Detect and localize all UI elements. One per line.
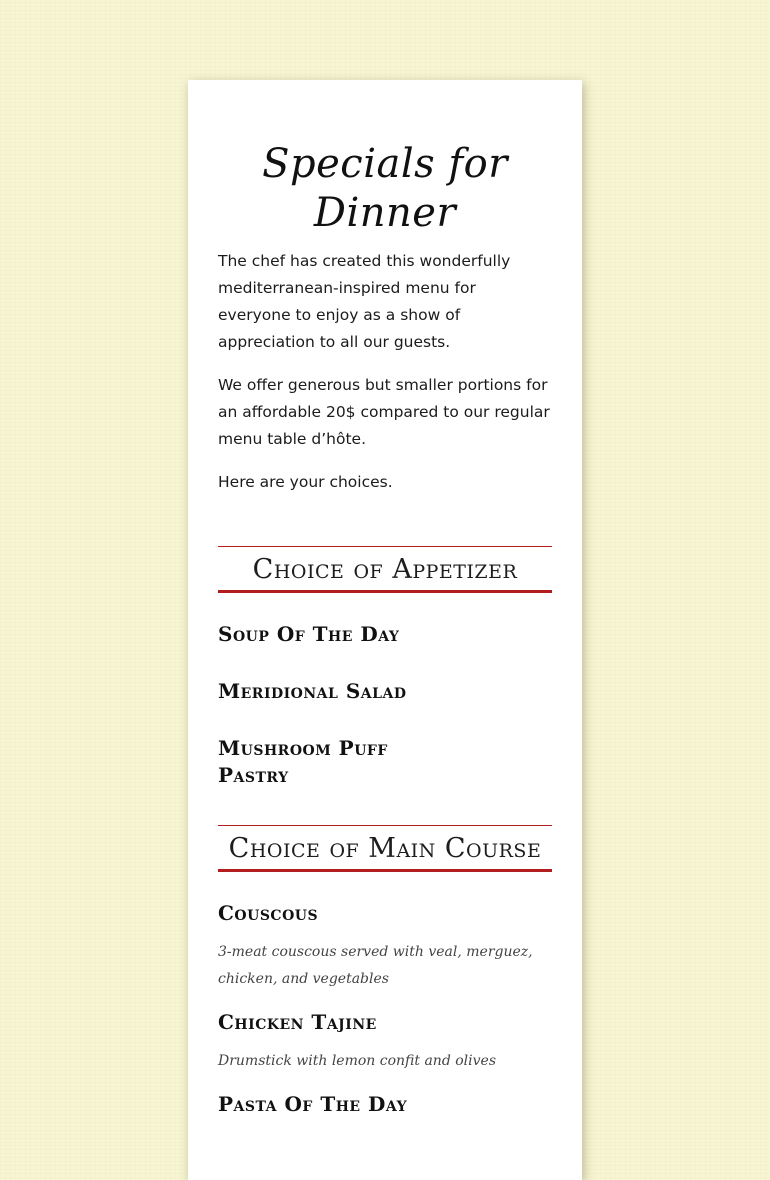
item-description: Drumstick with lemon confit and olives bbox=[218, 1053, 496, 1069]
intro-paragraph: We offer generous but smaller portions for an affordable 20$ compared to our regular menu table d’hôte. bbox=[218, 376, 550, 448]
list-item bbox=[218, 1009, 552, 1075]
intro-paragraph: The chef has created this wonderfully mediterranean-inspired menu for everyone to enjoy as a show of appreciation to all our guests. bbox=[218, 252, 511, 351]
item-name: Pasta Of The Day bbox=[218, 1092, 408, 1116]
item-name: Soup Of The Day bbox=[218, 622, 400, 646]
menu-title: Specials for Dinner bbox=[262, 141, 508, 236]
list-item bbox=[218, 735, 552, 789]
menu-intro bbox=[218, 248, 552, 496]
item-name: Meridional Salad bbox=[218, 679, 407, 703]
item-name: Chicken Tajine bbox=[218, 1010, 377, 1034]
list-item bbox=[218, 1091, 552, 1118]
item-description: 3-meat couscous served with veal, merguez, chicken, and vegetables bbox=[218, 944, 533, 987]
list-item bbox=[218, 621, 552, 648]
item-name: Mushroom Puff Pastry bbox=[218, 736, 388, 787]
menu-card bbox=[188, 80, 582, 1180]
item-name: Couscous bbox=[218, 901, 319, 925]
intro-paragraph: Here are your choices. bbox=[218, 473, 393, 491]
appetizer-list bbox=[218, 621, 552, 789]
main-course-section-heading: Choice of Main Course bbox=[218, 825, 552, 872]
appetizer-section-heading: Choice of Appetizer bbox=[218, 546, 552, 593]
list-item bbox=[218, 678, 552, 705]
list-item bbox=[218, 900, 552, 993]
main-course-list bbox=[218, 900, 552, 1118]
